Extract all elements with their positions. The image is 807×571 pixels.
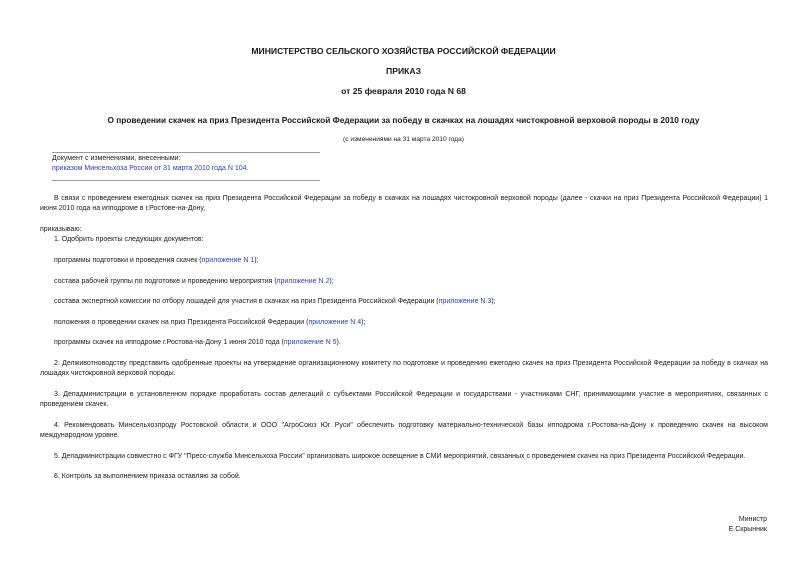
signature-name: Е.Скрынник (728, 526, 767, 533)
signature-position: Министр (738, 516, 767, 523)
sub-item-4: положения о проведении скачек на приз Президента Российской Федерации (приложение N 4); (54, 319, 366, 326)
item-6: 6. Контроль за выполнением приказа оставляю за собой. (54, 473, 241, 480)
item-5: 5. Депадминистрации совместно с ФГУ "Пресс-служба Минсельхоза России" организовать широкое освещение в СМИ мероприятий, связанных с проведением скачек на приз Президента Российской Федерации. (54, 453, 746, 460)
sub-item-5: программы скачек на ипподроме г.Ростова-на-Дону 1 июня 2010 года (приложение N 5). (54, 339, 341, 346)
changes-bottom-rule (52, 180, 320, 181)
item-4: 4. Рекомендовать Минсельхозпроду Ростовской области и ООО "АгроСоюз Юг Руси" обеспечить подготовку материально-технической базы ипподрома г.Ростова-на-Дону к проведению скачек на высоком международном уровне. (40, 422, 768, 439)
item-1: 1. Одобрить проекты следующих документов: (54, 236, 204, 243)
item-2: 2. Делживотноводству представить одобренные проекты на утверждение организационному комитету по подготовке и проведению ежегодно скачек на приз Президента Российской Федерации за победу в скачках на лошадях чистокровной верховой породы. (40, 360, 768, 377)
date-number-heading: от 25 февраля 2010 года N 68 (341, 86, 466, 96)
item-3: 3. Депадминистрации в установленном порядке проработать состав делегаций с субъектами Российской Федерации и государствами - участниками СНГ, принимающими участие в мероприятиях, связанных с проведением скачек. (40, 391, 768, 408)
changes-intro: Документ с изменениями, внесенными: (52, 155, 181, 162)
sub-item-1: программы подготовки и проведения скачек (приложение N 1); (54, 257, 259, 264)
changes-link[interactable]: приказом Минсельхоза России от 31 марта 2010 года N 104. (52, 165, 249, 172)
sub-item-3: состава экспертной комиссии по отбору лошадей для участия в скачках на приз Президента Российской Федерации (приложение N 3); (54, 298, 496, 305)
preamble-paragraph: В связи с проведением ежегодных скачек на приз Президента Российской Федерации за победу в скачках на лошадях чистокровной верховой породы (далее - скачки на приз Президента Российской Федерации) 1 июня 2010 года на ипподроме в г.Ростове-на-Дону, (40, 195, 768, 212)
document-title: О проведении скачек на приз Президента Российской Федерации за победу в скачках на лошадях чистокровной верховой породы в 2010 году (107, 115, 700, 125)
appendix-link-5[interactable]: приложение N 5 (283, 339, 337, 346)
appendix-link-1[interactable]: приложение N 1 (201, 257, 255, 264)
appendix-link-3[interactable]: приложение N 3 (438, 298, 492, 305)
appendix-link-4[interactable]: приложение N 4 (308, 319, 362, 326)
amendment-note: (с изменениями на 31 марта 2010 года) (343, 136, 464, 143)
sub-item-2: состава рабочей группы по подготовке и проведению мероприятия (приложение N 2); (54, 278, 334, 285)
changes-top-rule (52, 152, 320, 153)
ministry-heading: МИНИСТЕРСТВО СЕЛЬСКОГО ХОЗЯЙСТВА РОССИЙСКОЙ ФЕДЕРАЦИИ (251, 46, 556, 56)
doc-type-heading: ПРИКАЗ (386, 66, 421, 76)
appendix-link-2[interactable]: приложение N 2 (276, 278, 330, 285)
order-word: приказываю: (40, 226, 82, 233)
